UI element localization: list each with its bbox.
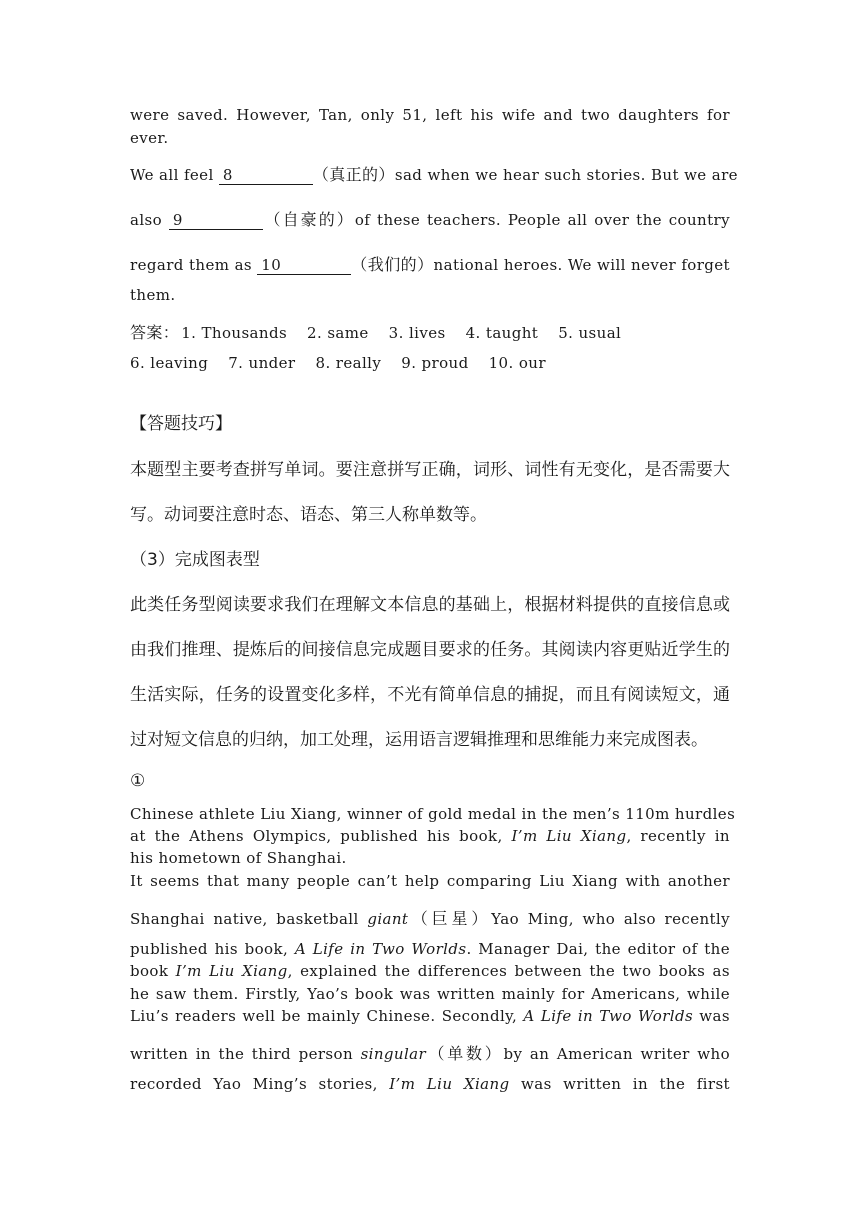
passage2-line: It seems that many people can’t help comparing Liu Xiang with another [130,872,730,890]
hint-text: （自豪的） [262,210,355,229]
book-title: I’m Liu Xiang [511,827,627,845]
answer-item: 2. same [307,324,369,342]
passage2-line: his hometown of Shanghai. [130,849,347,867]
passage1-line-blank9 [130,207,730,230]
section-paragraph-line: 过对短文信息的归纳，加工处理，运用语言逻辑推理和思维能力来完成图表。 [130,730,708,750]
text: recorded Yao Ming’s stories, [130,1075,390,1093]
tips-line: 写。动词要注意时态、语态、第三人称单数等。 [130,505,487,525]
book-title: I’m Liu Xiang [175,962,288,980]
answer-item: 5. usual [558,324,622,342]
text: published his book, [130,940,295,958]
text: also [130,211,169,229]
text: was written in the first [509,1075,730,1093]
text: written in the third person [130,1045,361,1063]
text: was [693,1007,730,1025]
passage2-line [130,827,730,845]
answer-item: 1. Thousands [181,324,288,342]
text: Liu’s readers well be mainly Chinese. Secondly, [130,1007,524,1025]
passage1-line: were saved. However, Tan, only 51, left his wife and two daughters for [130,106,730,124]
text: at the Athens Olympics, published his book, [130,827,512,845]
book-title: A Life in Two Worlds [294,940,467,958]
answer-blank-9: 9 [169,211,263,230]
answer-item: 9. proud [401,354,469,372]
hint-text: （我们的） [351,255,434,274]
passage1-line-blank10 [130,252,730,275]
section-paragraph-line: 生活实际，任务的设置变化多样，不光有简单信息的捕捉，而且有阅读短文，通 [130,685,730,705]
text: , explained the differences between the two books as [287,962,730,980]
section-paragraph-line: 此类任务型阅读要求我们在理解文本信息的基础上，根据材料提供的直接信息或 [130,595,730,615]
passage2-line [130,1041,730,1064]
text: Yao Ming, who also recently [491,910,730,928]
passage1-line: them. [130,286,176,304]
text: of these teachers. People all over the country [354,211,730,229]
answer-blank-10: 10 [257,256,351,275]
text: by an American writer who [503,1045,731,1063]
text: national heroes. We will never forget [433,256,730,274]
text: We all feel [130,166,219,184]
tips-line: 本题型主要考查拼写单词。要注意拼写正确，词形、词性有无变化，是否需要大 [130,460,730,480]
passage2-line: Chinese athlete Liu Xiang, winner of gold medal in the men’s 110m hurdles [130,805,736,823]
answer-item: 6. leaving [130,354,209,372]
book-title: A Life in Two Worlds [523,1007,694,1025]
passage2-line: he saw them. Firstly, Yao’s book was written mainly for Americans, while [130,985,730,1003]
gloss: （单数） [426,1044,504,1063]
tips-heading: 【答题技巧】 [130,414,232,434]
section-paragraph-line: 由我们推理、提炼后的间接信息完成题目要求的任务。其阅读内容更贴近学生的 [130,640,730,660]
passage2-line [130,1007,730,1025]
passage1-line: ever. [130,129,169,147]
answer-item: 7. under [228,354,296,372]
circled-number-marker: ① [130,771,146,791]
answer-item: 3. lives [388,324,446,342]
text: Shanghai native, basketball [130,910,368,928]
passage2-line [130,1075,730,1093]
glossed-word: giant [367,910,409,928]
book-title: I’m Liu Xiang [389,1075,510,1093]
text: book [130,962,176,980]
glossed-word: singular [360,1045,427,1063]
answer-item: 8. really [315,354,382,372]
answer-item: 10. our [488,354,546,372]
passage1-line-blank8 [130,162,738,185]
answer-blank-8: 8 [219,166,313,185]
answers-row-1 [130,320,730,343]
text: regard them as [130,256,258,274]
passage2-line [130,962,730,980]
text: sad when we hear such stories. But we are [394,166,738,184]
text: . Manager Dai, the editor of the [466,940,731,958]
answer-item: 4. taught [465,324,539,342]
section-heading: （3）完成图表型 [130,550,260,570]
hint-text: （真正的） [312,165,395,184]
passage2-line [130,906,730,929]
answers-label: 答案： [130,323,180,342]
answers-row-2 [130,354,730,372]
gloss: （巨星） [408,909,492,928]
passage2-line [130,940,730,958]
text: , recently in [626,827,730,845]
